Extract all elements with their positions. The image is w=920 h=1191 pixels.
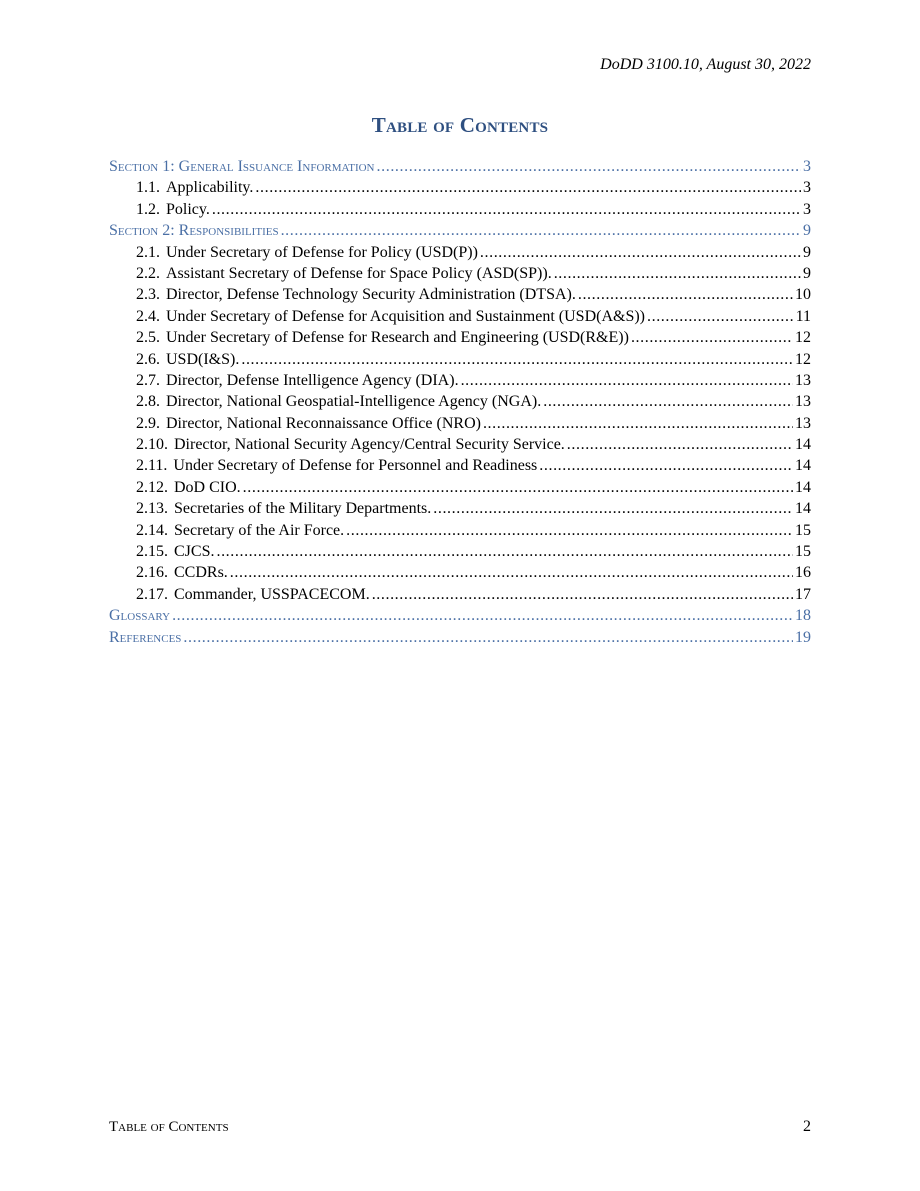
toc-entry-page[interactable]: 12 bbox=[795, 329, 811, 347]
page-title: Table of Contents bbox=[371, 113, 549, 137]
toc-entry-number: 2.12. bbox=[136, 478, 168, 496]
toc-dot-leader bbox=[567, 434, 793, 455]
toc-entry-text: Under Secretary of Defense for Research and Engineering (USD(R&E)) bbox=[166, 329, 629, 347]
toc-dot-leader bbox=[543, 391, 793, 412]
toc-dot-leader bbox=[281, 220, 801, 241]
toc-entry-page[interactable]: 9 bbox=[803, 222, 811, 240]
toc-section-entry[interactable] bbox=[109, 605, 811, 626]
toc-entry-page[interactable]: 15 bbox=[795, 543, 811, 561]
toc-dot-leader bbox=[255, 177, 801, 198]
toc-entry-number: 2.1. bbox=[136, 243, 160, 261]
toc-entry-label[interactable] bbox=[136, 327, 629, 348]
toc-entry-label[interactable] bbox=[136, 520, 344, 541]
toc-entry-page[interactable]: 3 bbox=[803, 200, 811, 218]
toc-entry[interactable] bbox=[109, 584, 811, 605]
toc-entry-page[interactable]: 19 bbox=[795, 628, 811, 646]
toc-entry-text: Glossary bbox=[109, 607, 171, 625]
toc-entry-page[interactable]: 17 bbox=[795, 585, 811, 603]
toc-section-entry[interactable] bbox=[109, 156, 811, 177]
toc-entry-label[interactable] bbox=[136, 541, 214, 562]
toc-entry-number: 1.1. bbox=[136, 179, 160, 197]
toc-dot-leader bbox=[631, 327, 793, 348]
toc-entry-page[interactable]: 14 bbox=[795, 457, 811, 475]
toc-dot-leader bbox=[172, 605, 793, 626]
toc-entry-label[interactable] bbox=[136, 306, 645, 327]
toc-entry-label[interactable] bbox=[136, 455, 537, 476]
toc-entry-page[interactable]: 11 bbox=[795, 307, 811, 325]
toc-dot-leader bbox=[461, 370, 793, 391]
toc-entry-text: Director, Defense Technology Security Administration (DTSA). bbox=[166, 286, 576, 304]
toc-entry-text: Under Secretary of Defense for Policy (USD(P)) bbox=[166, 243, 478, 261]
toc-entry-number: 2.9. bbox=[136, 414, 160, 432]
footer-section-label: Table of Contents bbox=[109, 1119, 229, 1135]
toc-entry-number: 2.11. bbox=[136, 457, 168, 475]
toc-entry-label[interactable] bbox=[109, 220, 279, 241]
toc-entry-page[interactable]: 16 bbox=[795, 564, 811, 582]
toc-entry-number: 2.14. bbox=[136, 521, 168, 539]
toc-entry-number: 2.17. bbox=[136, 585, 168, 603]
toc-dot-leader bbox=[554, 263, 801, 284]
toc-entry[interactable] bbox=[109, 413, 811, 434]
toc-entry[interactable] bbox=[109, 199, 811, 220]
toc-entry[interactable] bbox=[109, 562, 811, 583]
toc-dot-leader bbox=[241, 349, 793, 370]
toc-entry[interactable] bbox=[109, 327, 811, 348]
toc-entry-page[interactable]: 12 bbox=[795, 350, 811, 368]
toc-entry[interactable] bbox=[109, 242, 811, 263]
toc-entry-number: 2.15. bbox=[136, 543, 168, 561]
toc-entry-label[interactable] bbox=[136, 284, 576, 305]
toc-entry-page[interactable]: 13 bbox=[795, 371, 811, 389]
toc-entry[interactable] bbox=[109, 349, 811, 370]
toc-entry[interactable] bbox=[109, 477, 811, 498]
toc-dot-leader bbox=[483, 413, 793, 434]
toc-entry[interactable] bbox=[109, 370, 811, 391]
toc-dot-leader bbox=[230, 562, 793, 583]
toc-entry-text: CJCS. bbox=[174, 543, 215, 561]
toc-entry-text: Under Secretary of Defense for Personnel and Readiness bbox=[173, 457, 538, 475]
toc-entry-page[interactable]: 3 bbox=[803, 158, 811, 175]
toc-entry-text: Applicability. bbox=[166, 179, 254, 197]
toc-entry-page[interactable]: 10 bbox=[795, 286, 811, 304]
toc-entry-text: References bbox=[109, 628, 182, 646]
toc-entry-page[interactable]: 18 bbox=[795, 607, 811, 625]
toc-entry-number: 2.2. bbox=[136, 264, 160, 282]
toc-entry-label[interactable] bbox=[136, 434, 565, 455]
toc-entry-label[interactable] bbox=[136, 562, 228, 583]
table-of-contents bbox=[109, 156, 811, 648]
toc-dot-leader bbox=[578, 284, 793, 305]
toc-entry-number: 2.8. bbox=[136, 393, 160, 411]
toc-section-entry[interactable] bbox=[109, 627, 811, 648]
toc-dot-leader bbox=[216, 541, 793, 562]
toc-entry-page[interactable]: 9 bbox=[803, 243, 811, 261]
toc-dot-leader bbox=[433, 498, 793, 519]
toc-entry-label[interactable] bbox=[136, 199, 210, 220]
toc-entry-page[interactable]: 3 bbox=[803, 179, 811, 197]
toc-dot-leader bbox=[647, 306, 794, 327]
toc-entry-number: 2.6. bbox=[136, 350, 160, 368]
toc-entry-text: Section 1: General Issuance Information bbox=[109, 158, 375, 175]
toc-entry-label[interactable] bbox=[136, 584, 370, 605]
toc-entry[interactable] bbox=[109, 498, 811, 519]
toc-entry[interactable] bbox=[109, 434, 811, 455]
toc-entry-text: Director, National Reconnaissance Office (NRO) bbox=[166, 414, 481, 432]
toc-entry-label[interactable] bbox=[136, 391, 541, 412]
toc-entry-number: 2.13. bbox=[136, 500, 168, 518]
toc-entry-page[interactable]: 15 bbox=[795, 521, 811, 539]
toc-entry-text: Policy. bbox=[166, 200, 210, 218]
toc-entry-number: 1.2. bbox=[136, 200, 160, 218]
toc-entry-page[interactable]: 14 bbox=[795, 436, 811, 454]
toc-dot-leader bbox=[377, 156, 801, 177]
toc-entry-text: DoD CIO. bbox=[174, 478, 241, 496]
toc-entry-page[interactable]: 13 bbox=[795, 414, 811, 432]
toc-entry-number: 2.4. bbox=[136, 307, 160, 325]
toc-section-entry[interactable] bbox=[109, 220, 811, 241]
toc-entry-text: USD(I&S). bbox=[166, 350, 240, 368]
toc-dot-leader bbox=[212, 199, 801, 220]
footer-page-number: 2 bbox=[803, 1118, 811, 1135]
toc-entry[interactable] bbox=[109, 306, 811, 327]
toc-dot-leader bbox=[480, 242, 801, 263]
toc-entry-label[interactable] bbox=[136, 477, 241, 498]
toc-entry-text: Section 2: Responsibilities bbox=[109, 222, 279, 240]
toc-entry-number: 2.16. bbox=[136, 564, 168, 582]
toc-entry-label[interactable] bbox=[136, 370, 459, 391]
toc-entry-page[interactable]: 13 bbox=[795, 393, 811, 411]
toc-entry-label[interactable] bbox=[136, 177, 253, 198]
toc-dot-leader bbox=[539, 455, 793, 476]
toc-entry-text: Director, Defense Intelligence Agency (DIA). bbox=[166, 371, 459, 389]
toc-entry-page[interactable]: 14 bbox=[795, 478, 811, 496]
toc-entry-text: Assistant Secretary of Defense for Space Policy (ASD(SP)). bbox=[166, 264, 552, 282]
toc-dot-leader bbox=[372, 584, 793, 605]
toc-entry-label[interactable] bbox=[136, 263, 552, 284]
toc-entry-text: Under Secretary of Defense for Acquisition and Sustainment (USD(A&S)) bbox=[166, 307, 645, 325]
toc-entry-text: Secretary of the Air Force. bbox=[174, 521, 345, 539]
toc-entry-page[interactable]: 14 bbox=[795, 500, 811, 518]
toc-entry-text: Director, National Security Agency/Central Security Service. bbox=[174, 436, 565, 454]
toc-entry-text: Commander, USSPACECOM. bbox=[174, 585, 370, 603]
toc-entry[interactable] bbox=[109, 263, 811, 284]
toc-dot-leader bbox=[243, 477, 793, 498]
toc-entry[interactable] bbox=[109, 455, 811, 476]
toc-entry[interactable] bbox=[109, 177, 811, 198]
toc-entry-text: Director, National Geospatial-Intelligence Agency (NGA). bbox=[166, 393, 542, 411]
toc-entry-label[interactable] bbox=[136, 498, 431, 519]
toc-entry-number: 2.7. bbox=[136, 371, 160, 389]
toc-entry[interactable] bbox=[109, 391, 811, 412]
toc-entry-label[interactable] bbox=[136, 242, 478, 263]
toc-entry-number: 2.5. bbox=[136, 329, 160, 347]
toc-entry-label[interactable] bbox=[136, 413, 481, 434]
toc-entry-label[interactable] bbox=[109, 156, 375, 177]
document-reference-header: DoDD 3100.10, August 30, 2022 bbox=[600, 56, 811, 73]
toc-entry-number: 2.10. bbox=[136, 436, 168, 454]
toc-dot-leader bbox=[346, 520, 793, 541]
toc-entry-label[interactable] bbox=[136, 349, 239, 370]
toc-entry[interactable] bbox=[109, 520, 811, 541]
toc-entry[interactable] bbox=[109, 284, 811, 305]
toc-entry-page[interactable]: 9 bbox=[803, 264, 811, 282]
toc-entry-number: 2.3. bbox=[136, 286, 160, 304]
toc-entry[interactable] bbox=[109, 541, 811, 562]
toc-entry-label[interactable] bbox=[109, 627, 181, 648]
toc-entry-text: Secretaries of the Military Departments. bbox=[174, 500, 432, 518]
page-footer bbox=[109, 1117, 811, 1137]
toc-entry-label[interactable] bbox=[109, 605, 170, 626]
toc-dot-leader bbox=[183, 627, 793, 648]
toc-entry-text: CCDRs. bbox=[174, 564, 228, 582]
